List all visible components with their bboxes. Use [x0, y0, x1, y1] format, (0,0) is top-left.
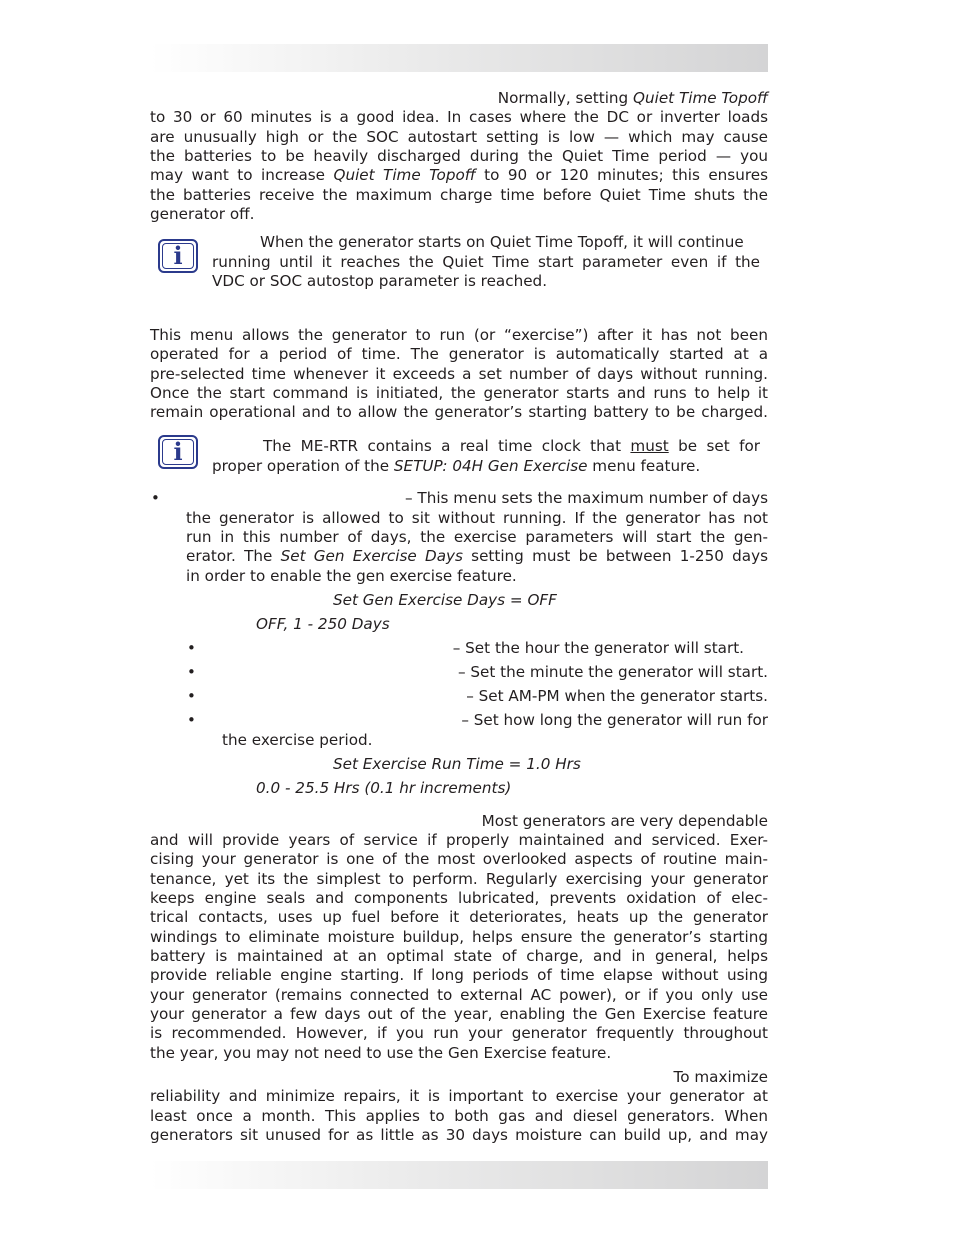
info-note-line: running until it reaches the Quiet Time start parameter even if the	[212, 253, 760, 271]
paragraph-line: Once the start command is initiated, the generator starts and runs to help it	[150, 384, 768, 402]
range-setting: OFF, 1 - 250 Days	[256, 615, 390, 633]
paragraph-line: reliability and minimize repairs, it is important to exercise your generator at	[150, 1087, 768, 1105]
paragraph-line: remain operational and to allow the generator’s starting battery to be charged.	[150, 403, 768, 421]
bullet-glyph: •	[187, 711, 196, 729]
paragraph-line: operated for a period of time. The generator is automatically started at a	[150, 345, 768, 363]
paragraph-line: keeps engine seals and components lubricated, prevents oxidation of elec-	[150, 889, 768, 907]
sub-bullet-line: – Set how long the generator will run for	[461, 711, 768, 729]
paragraph-line: Normally, setting Quiet Time Topoff	[497, 89, 768, 107]
paragraph-line: your generator (remains connected to external AC power), or if you only use	[150, 986, 768, 1004]
bullet-line: – This menu sets the maximum number of days	[405, 489, 768, 507]
paragraph-line: may want to increase Quiet Time Topoff to 90 or 120 minutes; this ensures	[150, 166, 768, 184]
paragraph-line: To maximize	[673, 1068, 768, 1086]
bullet-glyph: •	[187, 663, 196, 681]
paragraph-line: generator off.	[150, 205, 255, 223]
default-setting: Set Exercise Run Time = 1.0 Hrs	[333, 755, 581, 773]
paragraph-line: generators sit unused for as little as 30 days moisture can build up, and may	[150, 1126, 768, 1144]
info-note-line: The ME-RTR contains a real time clock that must be set for	[263, 437, 760, 455]
paragraph-line: Most generators are very dependable	[481, 812, 768, 830]
paragraph-line: is recommended. However, if you run your generator frequently throughout	[150, 1024, 768, 1042]
bullet-line: in order to enable the gen exercise feature.	[186, 567, 517, 585]
paragraph-line: battery is maintained at an optimal state of charge, and in general, helps	[150, 947, 768, 965]
info-icon: i	[158, 239, 198, 273]
bullet-line: the generator is allowed to sit without running. If the generator has not	[186, 509, 768, 527]
paragraph-line: and will provide years of service if properly maintained and serviced. Exer-	[150, 831, 768, 849]
paragraph-line: windings to eliminate moisture buildup, helps ensure the generator’s starting	[150, 928, 768, 946]
paragraph-line: trical contacts, uses up fuel before it deteriorates, heats up the generator	[150, 908, 768, 926]
paragraph-line: the batteries receive the maximum charge time before Quiet Time shuts the	[150, 186, 768, 204]
paragraph-line: your generator a few days out of the year, enabling the Gen Exercise feature	[150, 1005, 768, 1023]
bullet-glyph: •	[187, 639, 196, 657]
paragraph-line: This menu allows the generator to run (or “exercise”) after it has not been	[150, 326, 768, 344]
sub-bullet-line: – Set the minute the generator will start.	[457, 663, 768, 681]
info-note-line: When the generator starts on Quiet Time Topoff, it will continue	[260, 233, 744, 251]
paragraph-line: tenance, yet its the simplest to perform. Regularly exercising your generator	[150, 870, 768, 888]
paragraph-line: to 30 or 60 minutes is a good idea. In cases where the DC or inverter loads	[150, 108, 768, 126]
bullet-line: run in this number of days, the exercise parameters will start the gen-	[186, 528, 768, 546]
bullet-glyph: •	[187, 687, 196, 705]
sub-bullet-line: – Set AM-PM when the generator starts.	[466, 687, 768, 705]
info-note-line: VDC or SOC autostop parameter is reached.	[212, 272, 548, 290]
paragraph-line: least once a month. This applies to both gas and diesel generators. When	[150, 1107, 768, 1125]
paragraph-line: are unusually high or the SOC autostart setting is low — which may cause	[150, 128, 768, 146]
bullet-line: erator. The Set Gen Exercise Days setting must be between 1-250 days	[186, 547, 769, 565]
bullet-glyph: •	[151, 489, 160, 507]
info-icon: i	[158, 435, 198, 469]
range-setting: 0.0 - 25.5 Hrs (0.1 hr increments)	[256, 779, 512, 797]
sub-bullet-line: – Set the hour the generator will start.	[452, 639, 744, 657]
paragraph-line: cising your generator is one of the most overlooked aspects of routine main-	[150, 850, 768, 868]
footer-bar	[150, 1161, 768, 1189]
paragraph-line: the batteries to be heavily discharged during the Quiet Time period — you	[150, 147, 768, 165]
sub-bullet-line: the exercise period.	[222, 731, 373, 749]
paragraph-line: the year, you may not need to use the Gen Exercise feature.	[150, 1044, 612, 1062]
paragraph-line: pre-selected time whenever it exceeds a set number of days without running.	[150, 365, 768, 383]
paragraph-line: provide reliable engine starting. If long periods of time elapse without using	[150, 966, 768, 984]
header-bar	[150, 44, 768, 72]
info-note-line: proper operation of the SETUP: 04H Gen Exercise menu feature.	[212, 457, 701, 475]
default-setting: Set Gen Exercise Days = OFF	[333, 591, 557, 609]
